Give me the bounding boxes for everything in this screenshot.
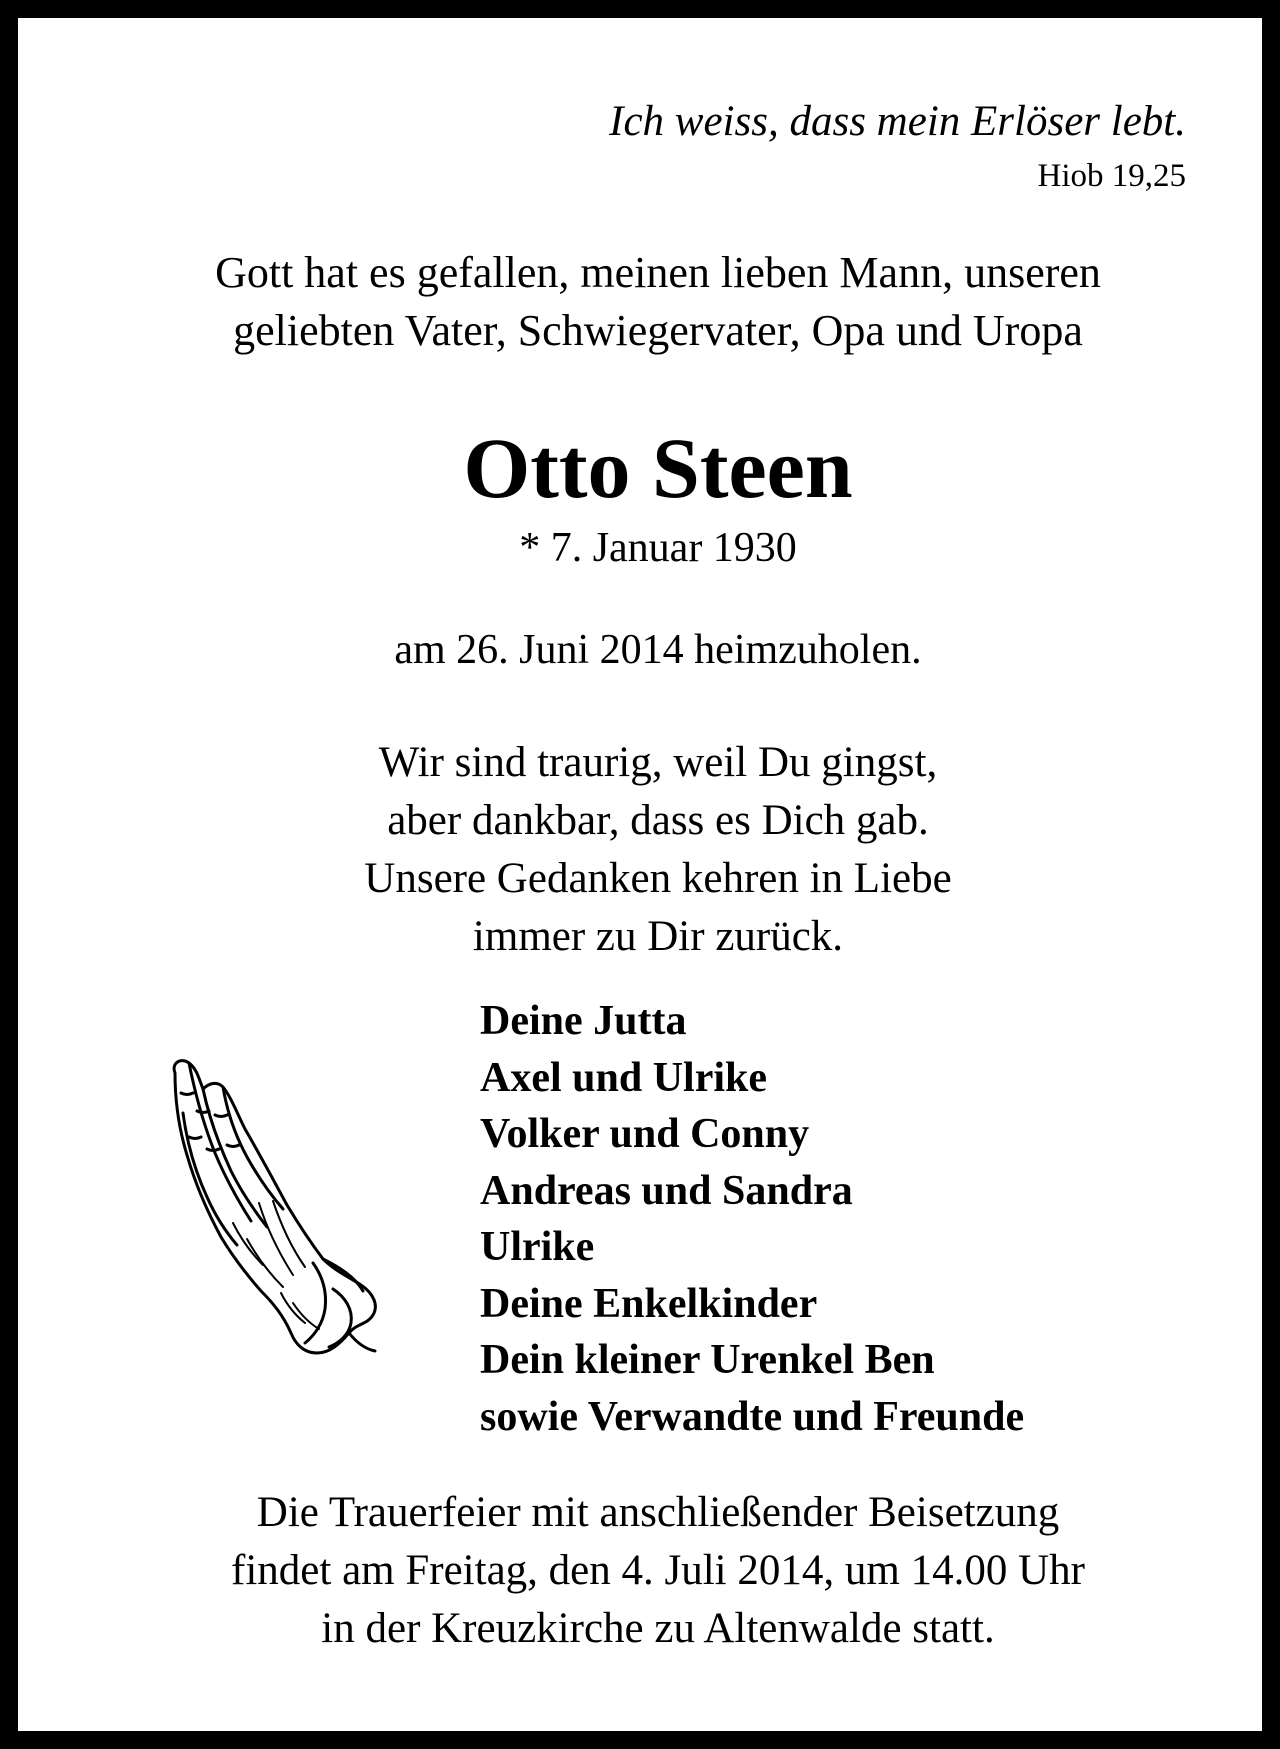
mourner-entry: Volker und Conny xyxy=(480,1111,810,1157)
mourner-entry: Deine Enkelkinder xyxy=(480,1280,818,1327)
bible-quote: Ich weiss, dass mein Erlöser lebt. xyxy=(609,98,1186,145)
poem-line: aber dankbar, dass es Dich gab. xyxy=(387,797,929,844)
memorial-poem xyxy=(18,734,1280,966)
praying-hands-icon xyxy=(163,1053,393,1363)
mourner-entry: Ulrike xyxy=(480,1224,595,1270)
mourner-entry: Dein kleiner Urenkel Ben xyxy=(480,1337,935,1383)
intro-text xyxy=(18,244,1280,360)
service-line: Die Trauerfeier mit anschließender Beisetzung xyxy=(256,1489,1060,1536)
mourner-entry: Deine Jutta xyxy=(480,998,687,1044)
intro-line: geliebten Vater, Schwiegervater, Opa und Uropa xyxy=(233,306,1083,355)
poem-line: Unsere Gedanken kehren in Liebe xyxy=(364,855,952,902)
mourner-entry: sowie Verwandte und Freunde xyxy=(480,1393,1025,1440)
poem-line: Wir sind traurig, weil Du gingst, xyxy=(378,739,938,786)
poem-line: immer zu Dir zurück. xyxy=(472,913,844,960)
funeral-service-info xyxy=(18,1484,1280,1658)
birth-date: * 7. Januar 1930 xyxy=(519,525,797,571)
service-line: in der Kreuzkirche zu Altenwalde statt. xyxy=(321,1605,995,1652)
mourner-entry: Axel und Ulrike xyxy=(480,1054,768,1101)
mourners-list xyxy=(480,993,1024,1445)
service-line: findet am Freitag, den 4. Juli 2014, um 14.00 Uhr xyxy=(231,1547,1085,1594)
intro-line: Gott hat es gefallen, meinen lieben Mann, unseren xyxy=(215,248,1101,297)
death-date-line: am 26. Juni 2014 heimzuholen. xyxy=(394,627,922,673)
mourner-entry: Andreas und Sandra xyxy=(480,1167,853,1214)
deceased-name: Otto Steen xyxy=(463,420,853,516)
bible-reference: Hiob 19,25 xyxy=(1037,158,1186,194)
